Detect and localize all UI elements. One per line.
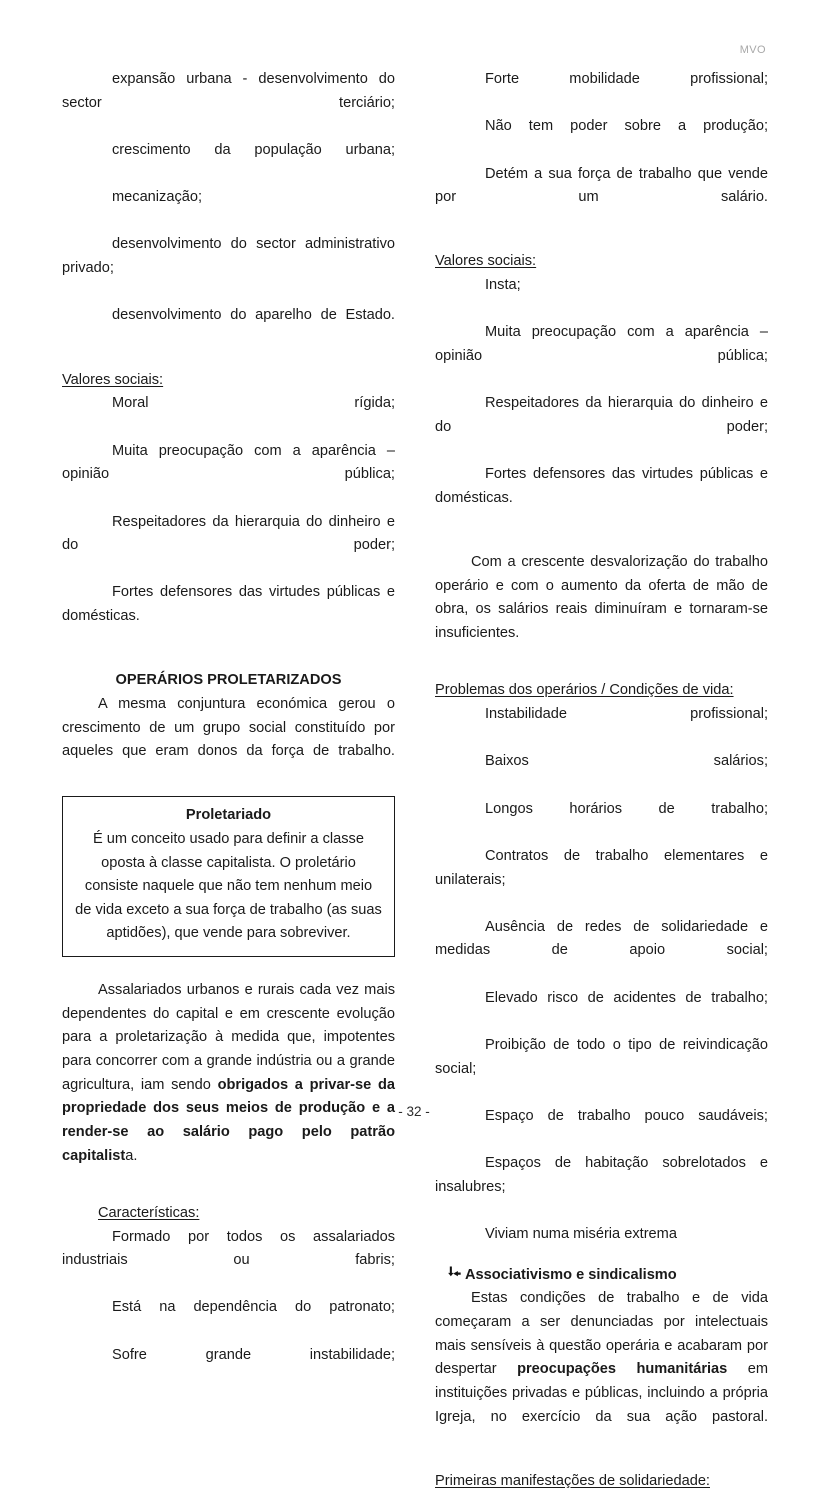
list-item xyxy=(62,1344,395,1391)
list-item xyxy=(435,1152,768,1223)
heading-caracteristicas-text: Características: xyxy=(98,1204,200,1221)
list-item xyxy=(62,233,395,304)
definition-box-body: É um conceito usado para definir a classe oposta à classe capitalista. O proletário consiste naquele que não tem nenhum meio de vida exceto a sua força de trabalho (as suas aptidões), que vende para sobreviver. xyxy=(75,830,382,942)
list-item xyxy=(62,304,395,351)
right-column xyxy=(435,68,768,1494)
list-item-text: Muita preocupação com a aparência – opinião pública; xyxy=(435,324,768,365)
list-item xyxy=(62,392,395,439)
list-item-text: expansão urbana - desenvolvimento do sector terciário; xyxy=(62,71,395,111)
heading-primeiras-manifestacoes: Primeiras manifestações de solidariedade: xyxy=(435,1472,710,1489)
list-item-text: Proibição de todo o tipo de reivindicação social; xyxy=(435,1036,768,1077)
list-item xyxy=(435,463,768,534)
list-item xyxy=(435,163,768,234)
list-item-text: Muita preocupação com a aparência – opinião pública; xyxy=(62,442,395,483)
two-column-body xyxy=(62,68,768,1494)
paragraph-associativismo xyxy=(435,1287,768,1452)
paragraph-associativismo-bold: preocupações humanitárias xyxy=(517,1361,728,1378)
list-item-text: Baixos salários; xyxy=(485,753,768,770)
heading-problemas-operarios: Problemas dos operários / Condições de vida: xyxy=(435,682,734,699)
list-item-text: Fortes defensores das virtudes públicas e domésticas. xyxy=(62,584,395,625)
list-item-text: Forte mobilidade profissional; xyxy=(485,71,768,87)
paragraph-assalariados xyxy=(62,979,395,1192)
list-item-text: Longos horários de trabalho; xyxy=(485,800,768,817)
list-item-text: Formado por todos os assalariados industriais ou fabris; xyxy=(62,1228,395,1269)
list-item xyxy=(435,1034,768,1105)
list-item xyxy=(435,703,768,750)
list-item xyxy=(62,440,395,511)
paragraph-desvalorizacao: Com a crescente desvalorização do trabalho operário e com o aumento da oferta de mão de obra, os salários reais diminuíram e tornaram-se insuficientes. xyxy=(435,554,768,642)
page-number: - 32 - xyxy=(398,1104,430,1119)
list-item xyxy=(435,987,768,1034)
heading-associativismo xyxy=(435,1264,768,1288)
list-item-text: Respeitadores da hierarquia do dinheiro e do poder; xyxy=(62,513,395,554)
list-item xyxy=(435,845,768,916)
heading-valores-sociais: Valores sociais: xyxy=(435,253,537,270)
list-item-text: Fortes defensores das virtudes públicas e domésticas. xyxy=(435,466,768,506)
list-item xyxy=(435,750,768,797)
list-item xyxy=(62,186,395,233)
page-header-mark: MVO xyxy=(739,44,766,56)
definition-box-proletariado xyxy=(62,796,395,958)
list-item-text: Ausência de redes de solidariedade e medidas de apoio social; xyxy=(435,918,768,959)
list-item-text: Respeitadores da hierarquia do dinheiro e do poder; xyxy=(435,395,768,435)
list-item xyxy=(62,1226,395,1297)
heading-associativismo-text: Associativismo e sindicalismo xyxy=(465,1266,677,1283)
wingding-arrow-icon xyxy=(435,1264,465,1288)
paragraph-associativismo-part2: em instituições privadas e públicas, incluindo a própria Igreja, no exercício da sua ação pastoral. xyxy=(435,1361,768,1425)
list-item-text: Insta; xyxy=(485,277,521,294)
list-item-text: Detém a sua força de trabalho que vende por um salário. xyxy=(435,165,768,206)
list-item-text: Instabilidade profissional; xyxy=(485,706,768,723)
paragraph-associativismo-part1: Estas condições de trabalho e de vida começaram a ser denunciadas por intelectuais mais sensíveis à questão operária e acabaram por despertar xyxy=(435,1290,768,1378)
paragraph-assalariados-part1: Assalariados urbanos e rurais cada vez mais dependentes do capital e em crescente evolução para a proletarização à medida que, impotentes para concorrer com a grande indústria ou a grande agricultura, iam sendo xyxy=(62,982,395,1093)
list-item xyxy=(435,392,768,463)
paragraph-assalariados-part2: a. xyxy=(125,1147,138,1164)
list-item xyxy=(62,511,395,582)
left-column xyxy=(62,68,395,1494)
list-item xyxy=(435,1223,768,1247)
list-item xyxy=(62,68,395,139)
list-item xyxy=(62,139,395,186)
list-item-text: Moral rígida; xyxy=(112,395,395,412)
paragraph-assalariados-bold: obrigados a privar-se da propriedade dos seus meios de produção e a render-se ao salário pago pelo patrão capitalist xyxy=(62,1076,395,1164)
paragraph-conjuntura: A mesma conjuntura económica gerou o crescimento de um grupo social constituído por aqueles que eram donos da força de trabalho. xyxy=(62,696,395,760)
list-item-text: Está na dependência do patronato; xyxy=(112,1299,395,1316)
list-item-text: mecanização; xyxy=(112,189,203,206)
list-item xyxy=(62,581,395,652)
heading-caracteristicas xyxy=(62,1202,395,1226)
list-item xyxy=(435,115,768,162)
list-item-text: desenvolvimento do aparelho de Estado. xyxy=(112,307,395,324)
list-item-text: Viviam numa miséria extrema xyxy=(485,1226,677,1243)
list-item xyxy=(435,916,768,987)
list-item xyxy=(435,68,768,115)
section-title-operarios: OPERÁRIOS PROLETARIZADOS xyxy=(115,672,342,689)
definition-box-title: Proletariado xyxy=(185,806,272,823)
heading-valores-sociais: Valores sociais: xyxy=(62,371,164,388)
list-item-text: Não tem poder sobre a produção; xyxy=(485,118,768,135)
list-item-text: desenvolvimento do sector administrativo privado; xyxy=(62,236,395,277)
list-item-text: Espaço de trabalho pouco saudáveis; xyxy=(485,1107,768,1124)
list-item xyxy=(435,798,768,845)
list-item-text: crescimento da população urbana; xyxy=(112,141,395,158)
list-item-text: Contratos de trabalho elementares e unilaterais; xyxy=(435,847,768,888)
list-item-text: Espaços de habitação sobrelotados e insalubres; xyxy=(435,1155,768,1195)
list-item xyxy=(62,1296,395,1343)
list-item xyxy=(435,321,768,392)
list-item xyxy=(435,274,768,321)
list-item-text: Elevado risco de acidentes de trabalho; xyxy=(485,989,768,1006)
list-item-text: Sofre grande instabilidade; xyxy=(112,1346,395,1363)
